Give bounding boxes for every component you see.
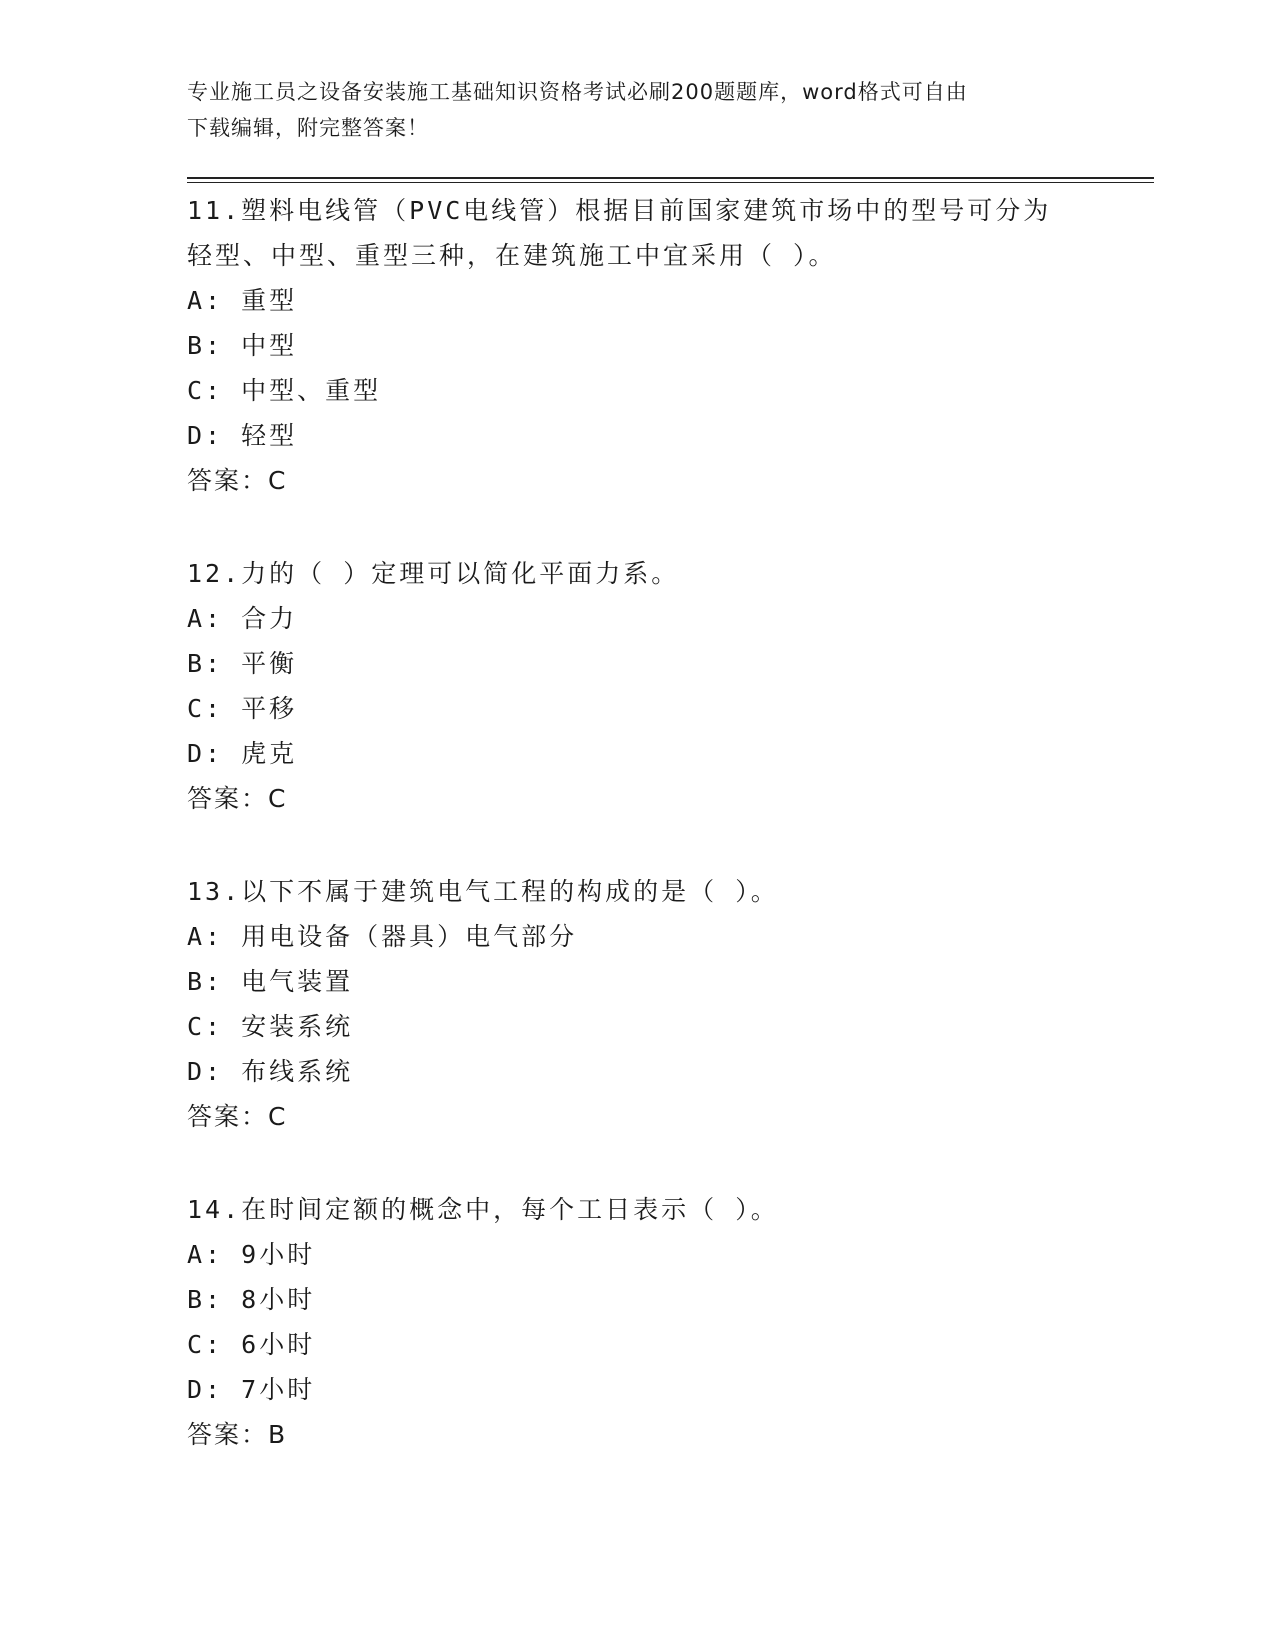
option-d: D: 7小时 bbox=[187, 1375, 316, 1404]
option-c: C: 平移 bbox=[187, 694, 298, 723]
question-stem-line-1: 11.塑料电线管（PVC电线管）根据目前国家建筑市场中的型号可分为 bbox=[187, 196, 1052, 225]
option-d: D: 轻型 bbox=[187, 421, 298, 450]
option-c: C: 6小时 bbox=[187, 1330, 316, 1359]
question-11 bbox=[187, 188, 1087, 503]
question-stem-line-1: 14.在时间定额的概念中，每个工日表示（ ）。 bbox=[187, 1195, 779, 1224]
question-stem-line-1: 12.力的（ ）定理可以简化平面力系。 bbox=[187, 559, 680, 588]
header-divider-thin bbox=[187, 182, 1154, 183]
option-a: A: 用电设备（器具）电气部分 bbox=[187, 922, 578, 951]
answer-label: 答案：C bbox=[187, 1102, 288, 1131]
header-line-1: 专业施工员之设备安装施工基础知识资格考试必刷200题题库，word格式可自由 bbox=[187, 80, 968, 104]
option-b: B: 电气装置 bbox=[187, 967, 354, 996]
option-d: D: 布线系统 bbox=[187, 1057, 354, 1086]
header-line-2: 下载编辑，附完整答案！ bbox=[187, 116, 429, 140]
question-stem-line-1: 13.以下不属于建筑电气工程的构成的是（ ）。 bbox=[187, 877, 779, 906]
answer-label: 答案：C bbox=[187, 784, 288, 813]
question-14 bbox=[187, 1187, 1087, 1457]
option-b: B: 平衡 bbox=[187, 649, 298, 678]
option-c: C: 中型、重型 bbox=[187, 376, 382, 405]
option-b: B: 中型 bbox=[187, 331, 298, 360]
question-stem-line-2: 轻型、中型、重型三种，在建筑施工中宜采用（ ）。 bbox=[187, 241, 837, 270]
option-a: A: 重型 bbox=[187, 286, 298, 315]
option-b: B: 8小时 bbox=[187, 1285, 316, 1314]
document-header bbox=[187, 74, 1067, 146]
question-12 bbox=[187, 551, 1087, 821]
option-a: A: 9小时 bbox=[187, 1240, 316, 1269]
answer-label: 答案：B bbox=[187, 1420, 288, 1449]
question-13 bbox=[187, 869, 1087, 1139]
option-d: D: 虎克 bbox=[187, 739, 298, 768]
answer-label: 答案：C bbox=[187, 466, 288, 495]
option-c: C: 安装系统 bbox=[187, 1012, 354, 1041]
option-a: A: 合力 bbox=[187, 604, 298, 633]
header-divider-thick bbox=[187, 177, 1154, 179]
